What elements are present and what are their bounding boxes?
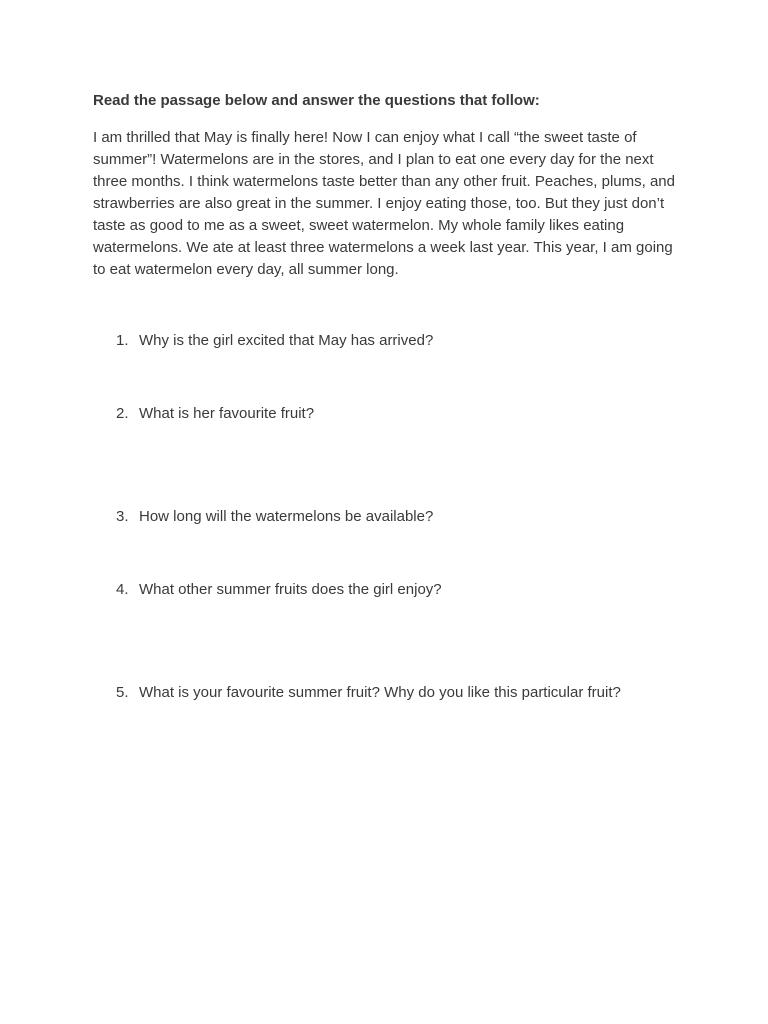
question-text: What other summer fruits does the girl enjoy?: [139, 581, 442, 598]
question-item: [116, 682, 621, 704]
question-item: [116, 506, 433, 528]
question-text: What is your favourite summer fruit? Why do you like this particular fruit?: [139, 684, 621, 701]
question-number: 1.: [116, 332, 129, 349]
reading-passage: I am thrilled that May is finally here! Now I can enjoy what I call “the sweet taste of summer”! Watermelons are in the stores, and I plan to eat one every day for the next three months. I think watermelons taste better than any other fruit. Peaches, plums, and strawberries are also great in the summer. I enjoy eating those, too. But they just don’t taste as good to me as a sweet, sweet watermelon. My whole family likes eating watermelons. We ate at least three watermelons a week last year. This year, I am going to eat watermelon every day, all summer long.: [93, 129, 675, 278]
question-text: How long will the watermelons be available?: [139, 508, 434, 525]
question-number: 5.: [116, 684, 129, 701]
worksheet-heading: Read the passage below and answer the questions that follow:: [93, 92, 540, 109]
question-item: [116, 403, 314, 425]
question-number: 4.: [116, 581, 129, 598]
question-number: 3.: [116, 508, 129, 525]
question-text: What is her favourite fruit?: [139, 405, 315, 422]
worksheet-page: [93, 90, 678, 701]
question-item: [116, 330, 433, 352]
question-item: [116, 579, 442, 601]
question-number: 2.: [116, 405, 129, 422]
question-text: Why is the girl excited that May has arrived?: [139, 332, 434, 349]
